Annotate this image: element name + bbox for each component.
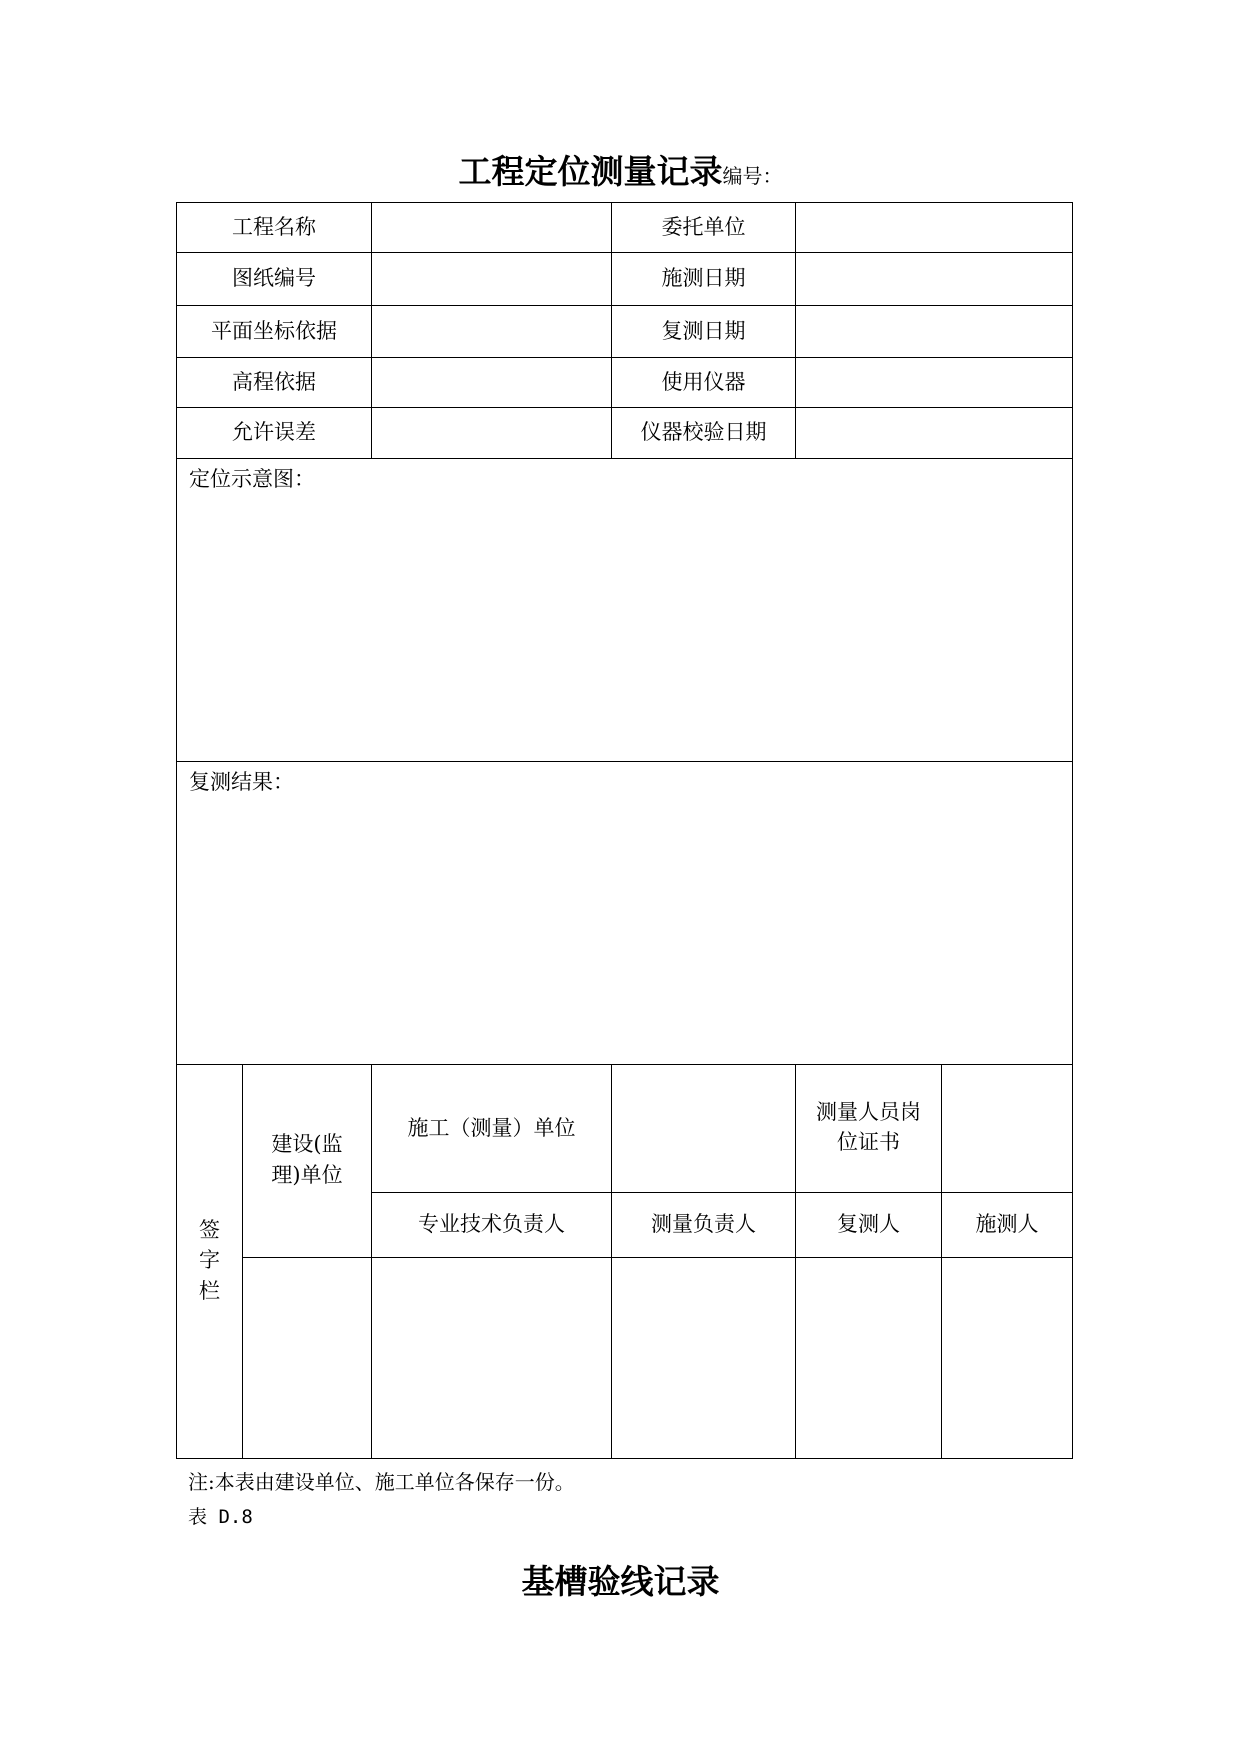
rechecker-signature-cell[interactable] (796, 1258, 942, 1459)
value-recheck-date[interactable] (796, 306, 1073, 358)
construction-unit-label: 施工（测量）单位 (372, 1065, 612, 1193)
label-plane-coordinate-basis: 平面坐标依据 (177, 306, 372, 358)
label-project-name: 工程名称 (177, 203, 372, 253)
value-project-name[interactable] (372, 203, 612, 253)
value-survey-date[interactable] (796, 253, 1073, 306)
value-instrument-used[interactable] (796, 358, 1073, 408)
owner-label-line: 理)单位 (271, 1162, 343, 1187)
rechecker-label: 复测人 (796, 1193, 942, 1258)
number-label: 编号： (722, 164, 783, 188)
value-calibration-date[interactable] (796, 408, 1073, 459)
document-title (0, 146, 1241, 193)
owner-supervisor-label (243, 1065, 372, 1258)
label-survey-date: 施测日期 (612, 253, 796, 306)
next-form-title: 基槽验线记录 (521, 1562, 720, 1601)
label-allowable-error: 允许误差 (177, 408, 372, 459)
signature-label-char: 栏 (199, 1278, 220, 1303)
owner-signature-cell[interactable] (243, 1258, 372, 1459)
technical-lead-label: 专业技术负责人 (372, 1193, 612, 1258)
survey-lead-label: 测量负责人 (612, 1193, 796, 1258)
value-plane-coordinate-basis[interactable] (372, 306, 612, 358)
value-allowable-error[interactable] (372, 408, 612, 459)
signature-row-3 (177, 1258, 1073, 1459)
signature-row-1 (177, 1065, 1073, 1193)
signature-section-label (177, 1065, 243, 1459)
label-recheck-date: 复测日期 (612, 306, 796, 358)
survey-lead-signature-cell[interactable] (612, 1258, 796, 1459)
owner-label-line: 建设(监 (271, 1132, 343, 1157)
value-drawing-number[interactable] (372, 253, 612, 306)
signature-label-char: 签 (199, 1217, 220, 1242)
info-row (177, 306, 1073, 358)
info-row (177, 203, 1073, 253)
info-row (177, 408, 1073, 459)
footnote: 注:本表由建设单位、施工单位各保存一份。 (188, 1470, 575, 1494)
value-client-unit[interactable] (796, 203, 1073, 253)
value-elevation-basis[interactable] (372, 358, 612, 408)
cert-label-line: 测量人员岗 (816, 1099, 921, 1124)
label-drawing-number: 图纸编号 (177, 253, 372, 306)
surveyor-certificate-value[interactable] (942, 1065, 1073, 1193)
construction-unit-value[interactable] (612, 1065, 796, 1193)
recheck-row (177, 762, 1073, 1065)
survey-record-table (176, 202, 1073, 1459)
sketch-row (177, 459, 1073, 762)
sketch-label: 定位示意图： (189, 467, 315, 491)
cert-label-line: 位证书 (837, 1130, 900, 1155)
sketch-area[interactable] (177, 459, 1073, 762)
info-row (177, 253, 1073, 306)
label-instrument-used: 使用仪器 (612, 358, 796, 408)
recheck-label: 复测结果： (189, 770, 294, 794)
label-client-unit: 委托单位 (612, 203, 796, 253)
recheck-area[interactable] (177, 762, 1073, 1065)
info-row (177, 358, 1073, 408)
surveyor-certificate-label (796, 1065, 942, 1193)
surveyor-label: 施测人 (942, 1193, 1073, 1258)
surveyor-signature-cell[interactable] (942, 1258, 1073, 1459)
label-calibration-date: 仪器校验日期 (612, 408, 796, 459)
signature-label-char: 字 (199, 1248, 220, 1273)
table-number: 表 D.8 (188, 1506, 253, 1528)
technical-lead-signature-cell[interactable] (372, 1258, 612, 1459)
form-title: 工程定位测量记录 (458, 152, 723, 191)
label-elevation-basis: 高程依据 (177, 358, 372, 408)
